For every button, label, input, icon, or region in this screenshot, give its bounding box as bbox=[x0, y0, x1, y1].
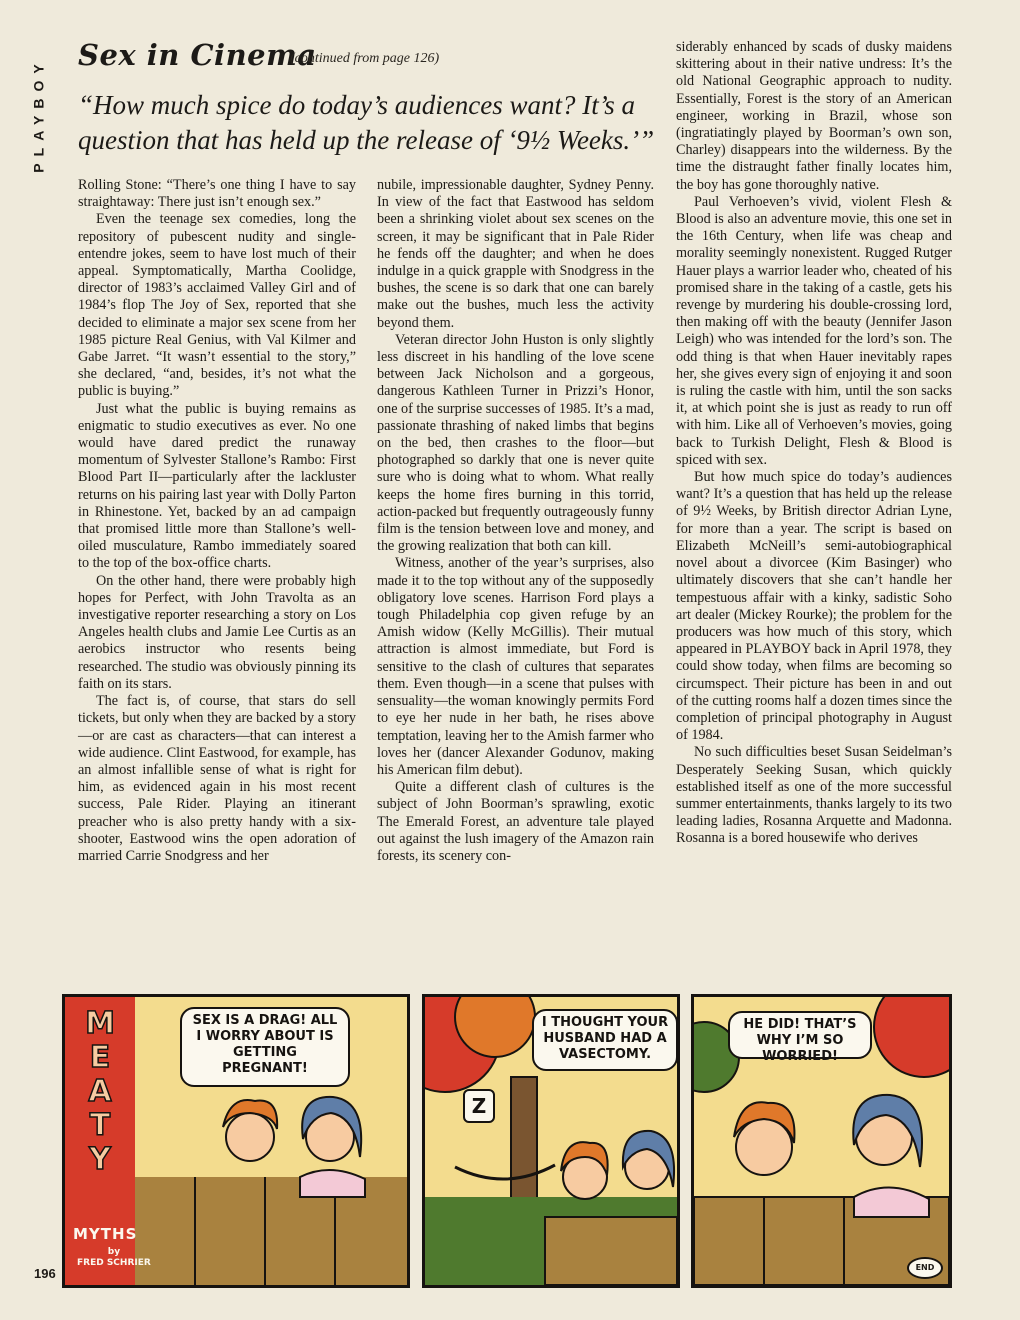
comic-panel-2 bbox=[422, 994, 680, 1288]
article-header bbox=[78, 38, 658, 78]
paragraph: On the other hand, there were probably high hopes for Perfect, with John Travolta as an investigative reporter researching a story on Los Angeles health clubs and Jamie Lee Curtis as an aerobics instructor who resents being researched. The studio was obviously pinning its faith on its stars. bbox=[78, 572, 356, 692]
tree-trunk bbox=[511, 1077, 537, 1217]
paragraph: siderably enhanced by scads of dusky maidens skittering about in their native undress: It’s the old National Geographic approach to nudity. Essentially, Forest is the story of an American engineer, working in Brazil, whose son (ingratiatingly played by Boorman’s own son, Charley) disappears into the wilderness. By the time the distraught father finally locates him, the boy has gone thoroughly native. bbox=[676, 39, 952, 193]
comic-strip bbox=[62, 994, 952, 1288]
section-title: Sex in Cinema bbox=[78, 38, 317, 72]
comic-subtitle: MYTHS bbox=[73, 1225, 138, 1243]
title-letter: Y bbox=[89, 1142, 111, 1177]
article-column-3 bbox=[676, 39, 952, 848]
artist-name: FRED SCHRIER bbox=[77, 1258, 151, 1268]
fence bbox=[135, 1177, 407, 1285]
end-mark: END bbox=[907, 1257, 943, 1279]
paragraph: Quite a different clash of cultures is the subject of John Boorman’s sprawling, exotic The Emerald Forest, an adventure tale played out against the lush imagery of the Amazon rain forests, its scenery con- bbox=[377, 779, 654, 864]
magazine-spine-label: PLAYBOY bbox=[31, 57, 48, 173]
paragraph: Rolling Stone: “There’s one thing I have to say straightaway: There just isn’t enough sex.” bbox=[78, 177, 356, 211]
paragraph: Witness, another of the year’s surprises, also made it to the top without any of the supposedly obligatory love scenes. Harrison Ford plays a tough Philadelphia cop given refuge by an Amish widow (Kelly McGillis). Their mutual attraction is almost immediate, but Ford is sensitive to the clash of cultures that separates them. Even though—in a scene that pulses with sensuality—the woman knowingly permits Ford to eye her nude in her bath, he rises above temptation, leaving her to the Amish farmer who loves her (dancer Alexander Godunov, making his American film debut). bbox=[377, 555, 654, 778]
paragraph: No such difficulties beset Susan Seidelman’s Desperately Seeking Susan, which quickly established itself as one of the more successful summer entertainments, thanks largely to its two leading ladies, Rosanna Arquette and Madonna. Rosanna is a bored housewife who derives bbox=[676, 744, 952, 847]
comic-byline bbox=[77, 1247, 151, 1269]
title-letter: A bbox=[88, 1074, 112, 1109]
paragraph: Veteran director John Huston is only slightly less discreet in his handling of the love scene between Jack Nicholson and a gorgeous, dangerous Kathleen Turner in Prizzi’s Honor, one of the surprise successes of 1985. It’s a mad, passionate thrashing of naked limbs that begins on the bed, then crashes to the floor—but photographed so darkly that one is never quite sure who is doing what to whom. What really keeps the home fires burning in this torrid, action-packed but frequently outrageously funny film is the tension between love and money, and the growing realization that both can kill. bbox=[377, 331, 654, 555]
paragraph: Even the teenage sex comedies, long the repository of pubescent nudity and single-entendre jokes, seem to have lost much of their appeal. Symptomatically, Martha Coolidge, director of 1983’s acclaimed Valley Girl and of 1984’s flop The Joy of Sex, reported that she decided to eliminate a major sex scene from her 1985 picture Real Genius, with Val Kilmer and Gabe Jarret. “It wasn’t essential to the story,” she declared, “and, besides, it’s not what the public is buying.” bbox=[78, 211, 356, 400]
paragraph: Just what the public is buying remains as enigmatic to studio executives as ever. No one would have dared predict the runaway momentum of Sylvester Stallone’s Rambo: First Blood Part II—particularly after the lackluster returns on his pairing last year with Dolly Parton in Rhinestone. Yet, backed by an ad campaign that promised little more than Stallone’s well-oiled musculature, Rambo immediately soared to the top of the box-office charts. bbox=[78, 400, 356, 572]
comic-title bbox=[71, 1007, 129, 1207]
speech-balloon-3: HE DID! THAT’S WHY I’M SO WORRIED! bbox=[728, 1011, 872, 1059]
comic-panel-3 bbox=[691, 994, 952, 1288]
woman-1-head bbox=[226, 1113, 274, 1161]
title-letter: T bbox=[89, 1108, 111, 1143]
comic-panel-1 bbox=[62, 994, 410, 1288]
paragraph: The fact is, of course, that stars do sell tickets, but only when they are backed by a story—or are cast as characters—that can interest a wide audience. Clint Eastwood, for example, has an almost infallible sense of what is right for him, as evidenced again in his most recent success, Pale Rider. Playing an itinerant preacher who is also pretty handy with a six-shooter, Eastwood wins the open adoration of married Carrie Snodgress and her bbox=[78, 693, 356, 864]
sleep-indicator: Z bbox=[463, 1089, 495, 1123]
pull-quote: “How much spice do today’s audiences want? It’s a question that has held up the release of ‘9½ Weeks.’” bbox=[78, 90, 655, 155]
byline-by: by bbox=[107, 1247, 121, 1257]
page-number: 196 bbox=[34, 1266, 56, 1281]
paragraph: Paul Verhoeven’s vivid, violent Flesh & Blood is also an adventure movie, this one set in the 16th Century, when life was cheap and morality seemingly nonexistent. Rugged Rutger Hauer plays a warrior leader who, cheated of his promised share in the taking of a castle, gets his revenge by murdering his double-crossing lord, then making off with the beauty (Jennifer Jason Leigh) who was intended for the lord’s son. The odd thing is that when Hauer inevitably rapes her, she gives every sign of enjoying it and soon is ruling the castle with him, until the son sacks it, at which point she is just as ready to run off with him. Like all of Verhoeven’s movies, going back to Turkish Delight, Flesh & Blood is spiced with sex. bbox=[676, 193, 952, 468]
article-column-1 bbox=[78, 177, 356, 865]
article-column-2 bbox=[377, 177, 654, 865]
speech-balloon-1: SEX IS A DRAG! ALL I WORRY ABOUT IS GETTING PREGNANT! bbox=[180, 1007, 350, 1087]
title-letter: M bbox=[85, 1006, 115, 1041]
fence bbox=[545, 1217, 677, 1285]
paragraph: nubile, impressionable daughter, Sydney Penny. In view of the fact that Eastwood has seldom been a shrinking violet about sex scenes on the screen, it may be significant that in Pale Rider he fends off the daughter; and when he does indulge in a quick grapple with Snodgress in the bushes, the scene is so dark that one can barely make out the bushes, much less the activity beyond them. bbox=[377, 177, 654, 331]
speech-balloon-2: I THOUGHT YOUR HUSBAND HAD A VASECTOMY. bbox=[532, 1009, 678, 1071]
title-letter: E bbox=[89, 1040, 111, 1075]
paragraph: But how much spice do today’s audiences want? It’s a question that has held up the release of 9½ Weeks, by British director Adrian Lyne, for more than a year. The script is based on Elizabeth McNeill’s semi-autobiographical novel about a divorcee (Kim Basinger) who ultimately discovers that she can’t handle her tempestuous affair with a kinky, sadistic Soho art dealer (Mickey Rourke); the problem for the producers was how much of this story, which appeared in PLAYBOY back in April 1978, they could show today, when films are becoming so circumspect. Their picture has been in and out of the cutting rooms half a dozen times since the completion of principal photography in August of 1984. bbox=[676, 469, 952, 744]
continued-note: (continued from page 126) bbox=[290, 51, 440, 66]
